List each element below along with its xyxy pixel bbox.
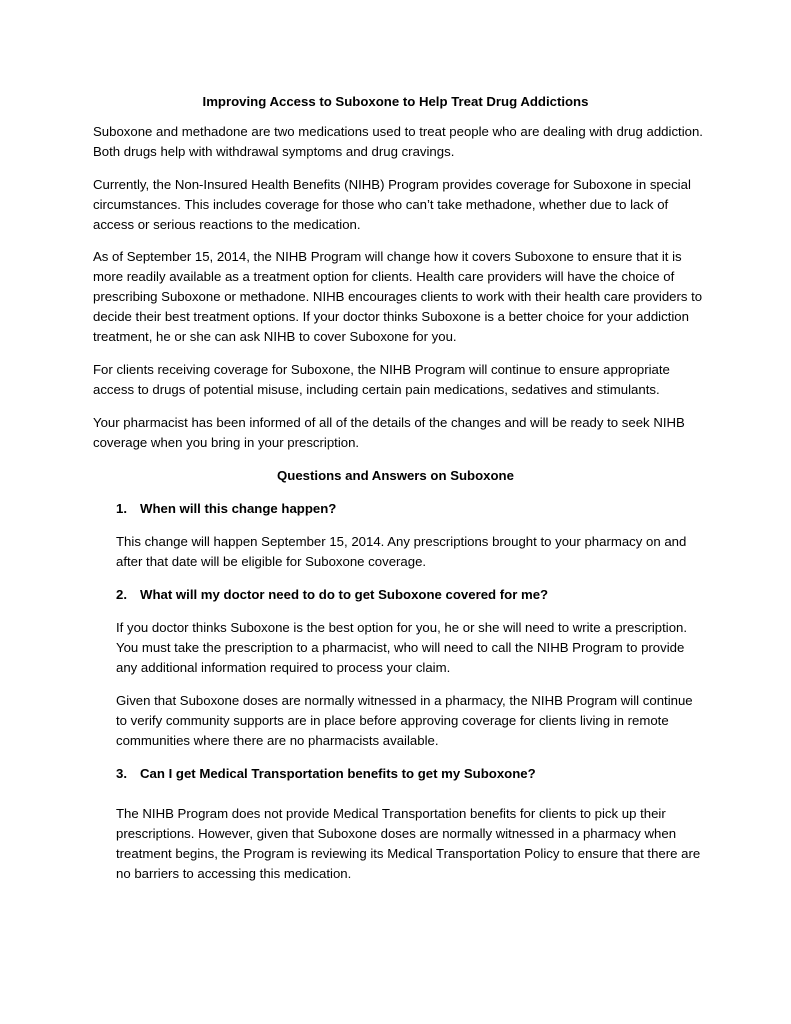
intro-paragraph-3: As of September 15, 2014, the NIHB Program will change how it covers Suboxone to ensure that it is more readily available as a treatment option for clients. Health care providers will have the choice of prescribing Suboxone or methadone. NIHB encourages clients to work with their health care providers to decide their best treatment options. If your doctor thinks Suboxone is a better choice for your addiction treatment, he or she can ask NIHB to cover Suboxone for you. (93, 249, 703, 344)
question-number: 3. (116, 766, 127, 781)
question-number: 2. (116, 587, 127, 602)
answer-1-paragraph-1: This change will happen September 15, 2014. Any prescriptions brought to your pharmacy on and after that date will be eligible for Suboxone coverage. (116, 534, 687, 569)
question-text: What will my doctor need to do to get Suboxone covered for me? (140, 587, 549, 602)
document-title: Improving Access to Suboxone to Help Treat Drug Addictions (202, 94, 589, 109)
intro-paragraph-5: Your pharmacist has been informed of all of the details of the changes and will be ready to seek NIHB coverage when you bring in your prescription. (93, 415, 685, 450)
question-text: When will this change happen? (140, 501, 337, 516)
answer-2-paragraph-2: Given that Suboxone doses are normally witnessed in a pharmacy, the NIHB Program will continue to verify community supports are in place before approving coverage for clients living in remote communities where there are no pharmacists available. (116, 693, 693, 748)
answer-3-paragraph-1: The NIHB Program does not provide Medical Transportation benefits for clients to pick up their prescriptions. However, given that Suboxone doses are normally witnessed in a pharmacy when treatment begins, the Program is reviewing its Medical Transportation Policy to ensure that there are no barriers to accessing this medication. (116, 806, 701, 881)
intro-paragraph-2: Currently, the Non-Insured Health Benefits (NIHB) Program provides coverage for Suboxone in special circumstances. This includes coverage for those who can’t take methadone, whether due to lack of access or serious reactions to the medication. (93, 177, 691, 232)
intro-paragraph-1: Suboxone and methadone are two medications used to treat people who are dealing with drug addiction. Both drugs help with withdrawal symptoms and drug cravings. (93, 124, 703, 159)
intro-paragraph-4: For clients receiving coverage for Suboxone, the NIHB Program will continue to ensure appropriate access to drugs of potential misuse, including certain pain medications, sedatives and stimulants. (93, 362, 670, 397)
question-number: 1. (116, 501, 127, 516)
qa-heading: Questions and Answers on Suboxone (277, 468, 514, 483)
question-text: Can I get Medical Transportation benefits to get my Suboxone? (140, 766, 536, 781)
question-1 (116, 499, 706, 519)
question-2 (116, 585, 706, 605)
question-3 (116, 764, 706, 784)
answer-2-paragraph-1: If you doctor thinks Suboxone is the best option for you, he or she will need to write a prescription. You must take the prescription to a pharmacist, who will need to call the NIHB Program to provide any additional information required to process your claim. (116, 620, 688, 675)
